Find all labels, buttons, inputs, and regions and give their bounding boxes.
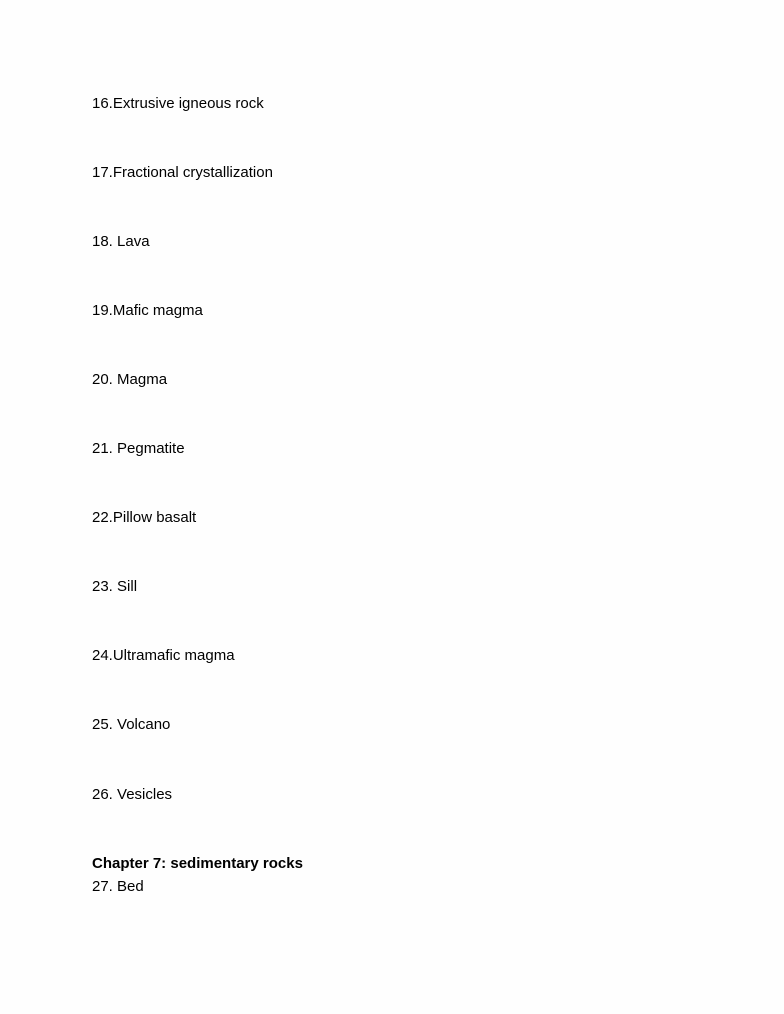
chapter-heading: Chapter 7: sedimentary rocks bbox=[92, 855, 303, 872]
glossary-item-19: 19.Mafic magma bbox=[92, 302, 203, 319]
glossary-item-20: 20. Magma bbox=[92, 371, 168, 388]
glossary-item-24: 24.Ultramafic magma bbox=[92, 647, 235, 664]
glossary-item-18: 18. Lava bbox=[92, 233, 150, 250]
glossary-item-25: 25. Volcano bbox=[92, 716, 171, 733]
glossary-item-26: 26. Vesicles bbox=[92, 786, 173, 803]
glossary-item-21: 21. Pegmatite bbox=[92, 440, 185, 457]
glossary-item-27: 27. Bed bbox=[92, 878, 144, 895]
glossary-item-17: 17.Fractional crystallization bbox=[92, 164, 273, 181]
glossary-item-16: 16.Extrusive igneous rock bbox=[92, 95, 264, 112]
glossary-item-23: 23. Sill bbox=[92, 578, 138, 595]
glossary-item-22: 22.Pillow basalt bbox=[92, 509, 197, 526]
